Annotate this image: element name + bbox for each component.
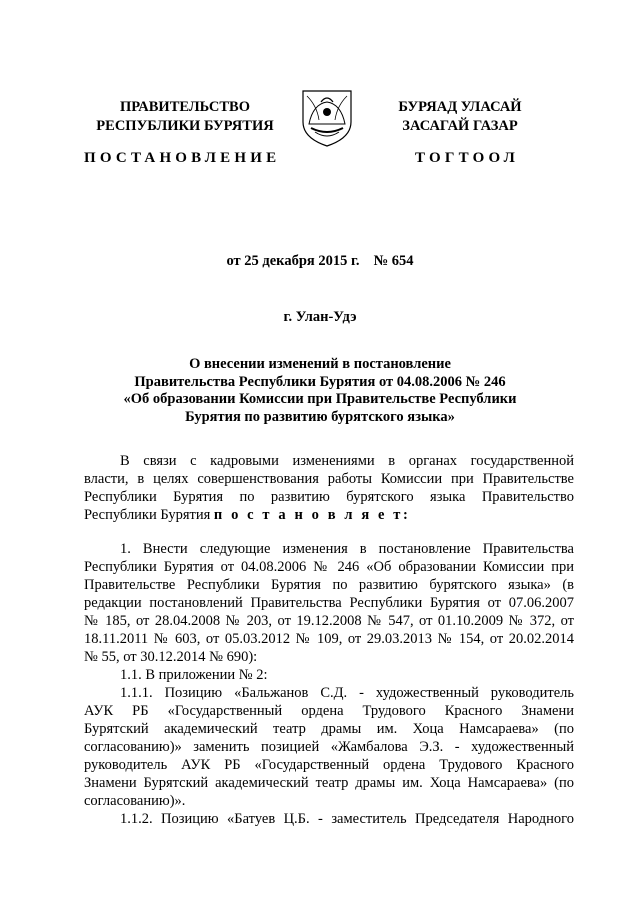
body-line: № 185, от 28.04.2008 № 203, от 19.12.2008 № 547, от 01.10.2009 № 372, от: [84, 613, 574, 629]
body-line: редакции постановлений Правительства Республики Бурятия от 07.06.2007: [84, 595, 574, 611]
preamble-text: Республики Бурятия: [84, 507, 211, 523]
body-line: 1. Внести следующие изменения в постановление Правительства: [120, 541, 574, 557]
body-line: Знамени Бурятский академический театр драмы им. Хоца Намсараева» (по: [84, 775, 574, 791]
header-right-line-1: БУРЯАД УЛАСАЙ: [398, 99, 522, 115]
body-line: согласованию)» заменить позицией «Жамбалова Э.З. - художественный: [84, 739, 574, 755]
title-line: Бурятия по развитию бурятского языка»: [185, 408, 455, 425]
body-line: Бурятский академический театр драмы им. Хоца Намсараева» (по: [84, 721, 574, 737]
doc-type-left: ПОСТАНОВЛЕНИЕ: [84, 150, 281, 166]
date-line: [0, 253, 640, 270]
preamble-line: Республики Бурятия по развитию бурятского языка Правительство: [84, 489, 574, 505]
body-line: № 55, от 30.12.2014 № 690):: [84, 649, 258, 665]
title-line: «Об образовании Комиссии при Правительстве Республики: [123, 391, 517, 407]
document-date: от 25 декабря 2015 г.: [226, 253, 360, 269]
body-line: 1.1.2. Позицию «Батуев Ц.Б. - заместитель Председателя Народного: [120, 811, 574, 827]
header-left: [85, 98, 285, 136]
preamble-line: В связи с кадровыми изменениями в органах государственной: [120, 453, 574, 469]
body-line: Республики Бурятия от 04.08.2006 № 246 «Об образовании Комиссии при: [84, 559, 574, 575]
body-line: Правительстве Республики Бурятия по развитию бурятского языка» (в: [84, 577, 574, 593]
preamble: [84, 452, 574, 524]
preamble-line-last: [84, 506, 574, 524]
coat-of-arms-icon: [299, 88, 355, 148]
header-left-line-1: ПРАВИТЕЛЬСТВО: [120, 99, 250, 115]
header-right: [370, 98, 550, 136]
header-left-line-2: РЕСПУБЛИКИ БУРЯТИЯ: [96, 118, 274, 134]
resolution-body: [84, 540, 574, 828]
document-title: [60, 356, 580, 426]
city: г. Улан-Удэ: [283, 309, 357, 325]
body-line: 18.11.2011 № 603, от 05.03.2012 № 109, от 29.03.2013 № 154, от 20.02.2014: [84, 631, 574, 647]
resolves-word: п о с т а н о в л я е т:: [213, 507, 411, 523]
body-line: руководитель АУК РБ «Государственный ордена Трудового Красного: [84, 757, 574, 773]
doc-type-right: ТОГТООЛ: [415, 150, 519, 166]
body-line: АУК РБ «Государственный ордена Трудового Красного Знамени: [84, 703, 574, 719]
document-number: № 654: [373, 253, 414, 269]
body-line: согласованию)».: [84, 793, 186, 809]
preamble-line: власти, в целях совершенствования работы Комиссии при Правительстве: [84, 471, 574, 487]
body-line: 1.1.1. Позицию «Бальжанов С.Д. - художественный руководитель: [120, 685, 574, 701]
title-line: О внесении изменений в постановление: [189, 356, 451, 372]
title-line: Правительства Республики Бурятия от 04.08.2006 № 246: [134, 373, 506, 390]
header-right-line-2: ЗАСАГАЙ ГАЗАР: [402, 118, 518, 134]
body-line: 1.1. В приложении № 2:: [120, 667, 268, 683]
